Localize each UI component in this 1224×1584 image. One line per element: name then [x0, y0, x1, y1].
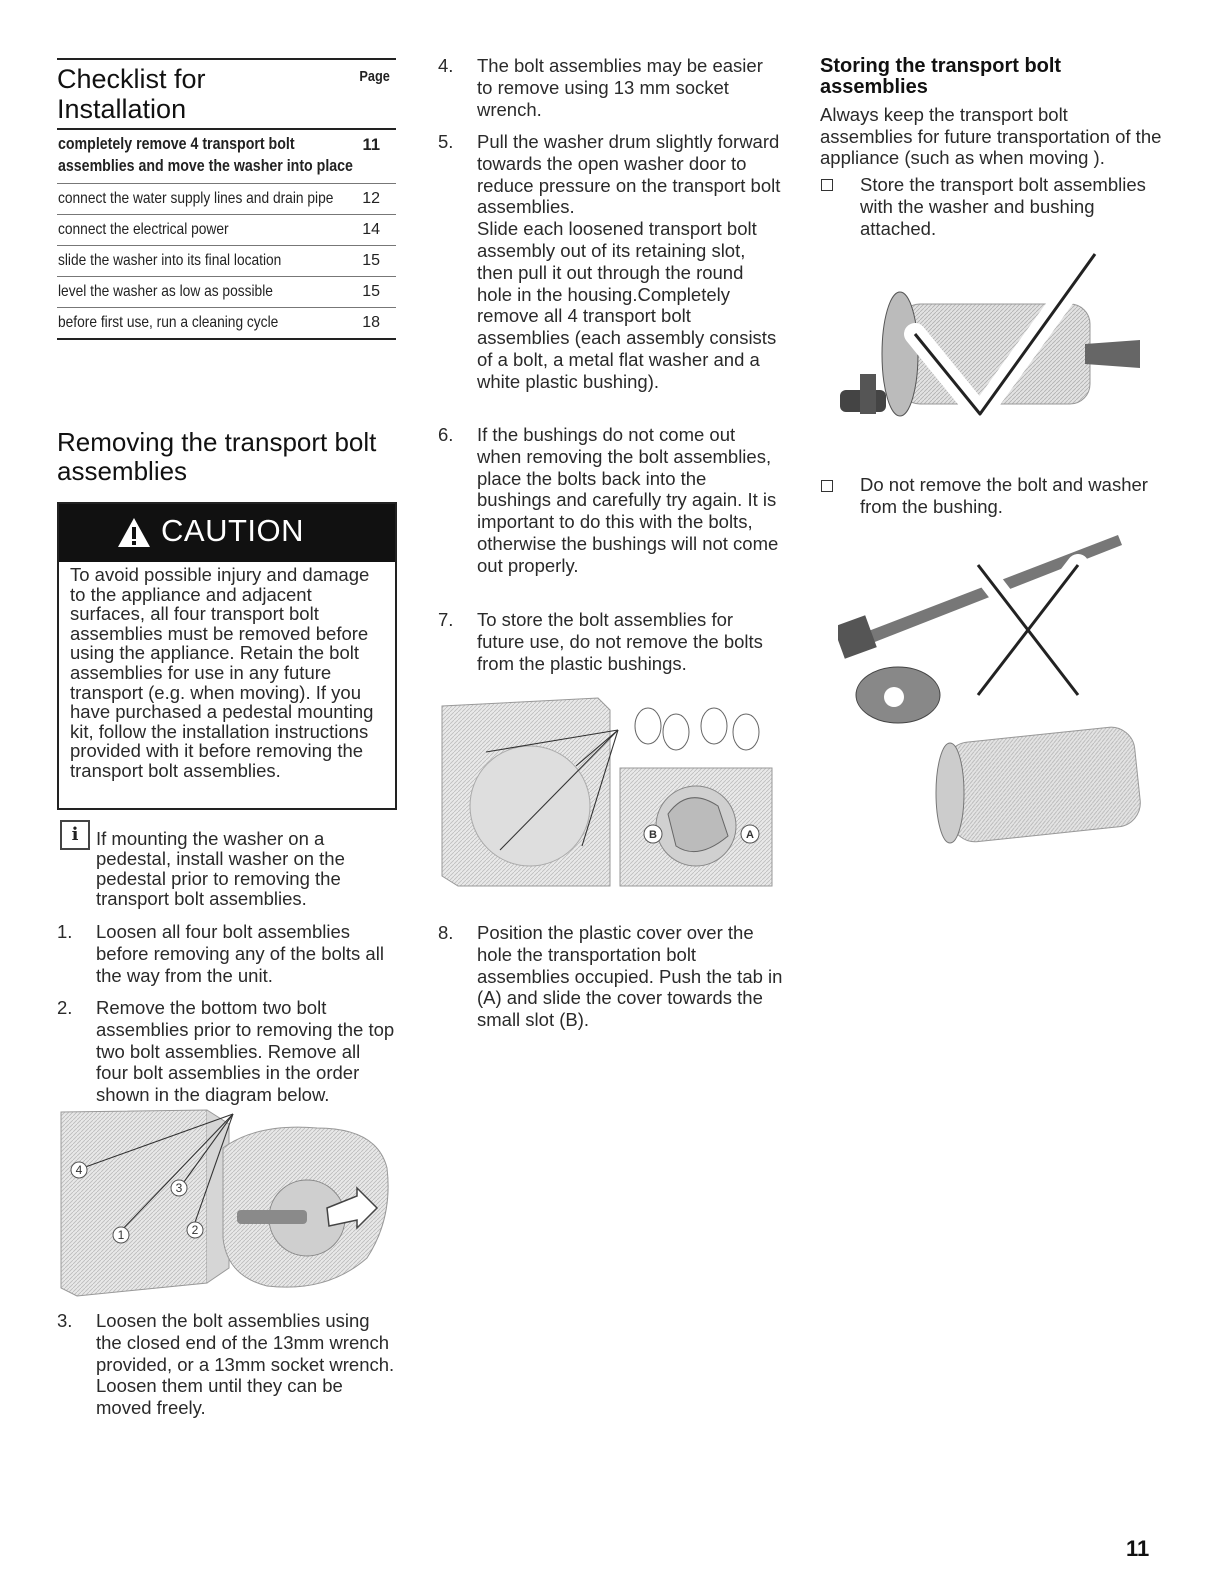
step-number: 6. [438, 424, 454, 445]
diagram-label-1: 1 [117, 1228, 125, 1242]
caution-text: To avoid possible injury and damage to the appliance and adjacent surfaces, all four transport bolt assemblies must be removed before using the appliance. Retain the bolt assemblies for use in any future transport (e.g. when moving). If you have purchased a pedestal mounting kit, follow the installation instructions provided with it before removing the transport bolt assemblies. [70, 564, 374, 781]
diagram-label-2: 2 [191, 1223, 199, 1237]
step-number: 3. [57, 1310, 73, 1331]
caution-header [59, 504, 395, 562]
checklist-page-label: Page [359, 68, 390, 85]
step-text: To store the bolt assemblies for future use, do not remove the bolts from the plastic bushings. [477, 609, 763, 674]
step-number: 5. [438, 131, 454, 152]
step-text: The bolt assemblies may be easier to remove using 13 mm socket wrench. [477, 55, 763, 120]
bolt-removal-order-diagram [57, 1108, 393, 1298]
warning-triangle-icon [117, 517, 151, 548]
step-8 [438, 922, 783, 1031]
checkbox-bullet-icon [821, 179, 833, 191]
diagram-label-4: 4 [75, 1163, 83, 1177]
info-note: If mounting the washer on a pedestal, install washer on the pedestal prior to removing the transport bolt assemblies. [96, 828, 345, 909]
checklist-row [57, 245, 396, 276]
step-5 [438, 131, 783, 393]
step-number: 4. [438, 55, 454, 76]
step-1 [57, 921, 397, 986]
checklist-row-page: 12 [362, 190, 380, 207]
step-3 [57, 1310, 397, 1419]
step-text: Position the plastic cover over the hole the transportation bolt assemblies occupied. Push the tab in (A) and slide the cover towards the small slot (B). [477, 922, 783, 1031]
checklist-row-text: slide the washer into its final location [58, 252, 282, 269]
cross-icon [978, 565, 1078, 695]
checkbox-bullet-icon [821, 480, 833, 492]
checklist-row-page: 11 [362, 136, 380, 154]
step-text: Pull the washer drum slightly forward towards the open washer door to reduce pressure on the transport bolt assemblies. [477, 131, 781, 218]
step-number: 1. [57, 921, 73, 942]
checklist-row-text: connect the water supply lines and drain pipe [58, 190, 334, 207]
checklist-row-page: 15 [362, 252, 380, 269]
step-text-continued: Slide each loosened transport bolt assembly out of its retaining slot, then pull it out through the round hole in the housing.Completely remove all 4 transport bolt assemblies (each assembly consists of a bolt, a metal flat washer and a white plastic bushing). [477, 218, 777, 392]
step-2 [57, 997, 397, 1106]
checklist-row [57, 307, 396, 338]
caution-label: CAUTION [161, 513, 304, 548]
step-7 [438, 609, 783, 674]
removing-section-title: Removing the transport bolt assemblies [57, 427, 377, 486]
checklist-row-text: connect the electrical power [58, 221, 229, 238]
storing-section-title: Storing the transport bolt assemblies [820, 55, 1062, 98]
incorrect-storage-illustration [838, 525, 1143, 850]
info-icon: i [60, 820, 90, 850]
checklist-row [57, 183, 396, 214]
checklist-row [57, 276, 396, 307]
diagram-label-a: A [746, 829, 754, 841]
diagram-label-3: 3 [175, 1181, 183, 1195]
checklist-row-text: level the washer as low as possible [58, 283, 273, 300]
step-text: Remove the bottom two bolt assemblies prior to removing the top two bolt assemblies. Remove all four bolt assemblies in the order shown in the diagram below. [96, 997, 395, 1106]
correct-storage-illustration [840, 244, 1145, 459]
diagram-label-b: B [649, 829, 657, 841]
storing-bullet-1: Store the transport bolt assemblies with the washer and bushing attached. [860, 174, 1146, 239]
checklist-row-text: completely remove 4 transport bolt assemblies and move the washer into place [58, 135, 353, 175]
step-number: 7. [438, 609, 454, 630]
storing-bullet-2: Do not remove the bolt and washer from the bushing. [860, 474, 1148, 517]
step-number: 2. [57, 997, 73, 1018]
step-6 [438, 424, 783, 577]
checklist-row-page: 18 [362, 314, 380, 331]
step-text: If the bushings do not come out when removing the bolt assemblies, place the bolts back into the bushings and carefully try again. It is important to do this with the bolts, otherwise the bushings will not come out properly. [477, 424, 779, 576]
checklist-row [57, 128, 396, 183]
storing-intro: Always keep the transport bolt assemblies for future transportation of the appliance (such as when moving ). [820, 104, 1162, 168]
step-4 [438, 55, 783, 120]
checklist-title: Checklist for Installation [57, 64, 206, 124]
checklist-row [57, 214, 396, 245]
step-number: 8. [438, 922, 454, 943]
caution-box [57, 502, 397, 810]
step-text: Loosen all four bolt assemblies before removing any of the bolts all the way from the unit. [96, 921, 384, 986]
installation-checklist [57, 58, 396, 340]
checklist-row-page: 15 [362, 283, 380, 300]
step-text: Loosen the bolt assemblies using the closed end of the 13mm wrench provided, or a 13mm socket wrench. Loosen them until they can be moved freely. [96, 1310, 395, 1419]
page-number: 11 [1126, 1536, 1150, 1561]
plastic-cover-diagram [438, 696, 774, 892]
checklist-row-text: before first use, run a cleaning cycle [58, 314, 279, 331]
checklist-row-page: 14 [362, 221, 380, 238]
